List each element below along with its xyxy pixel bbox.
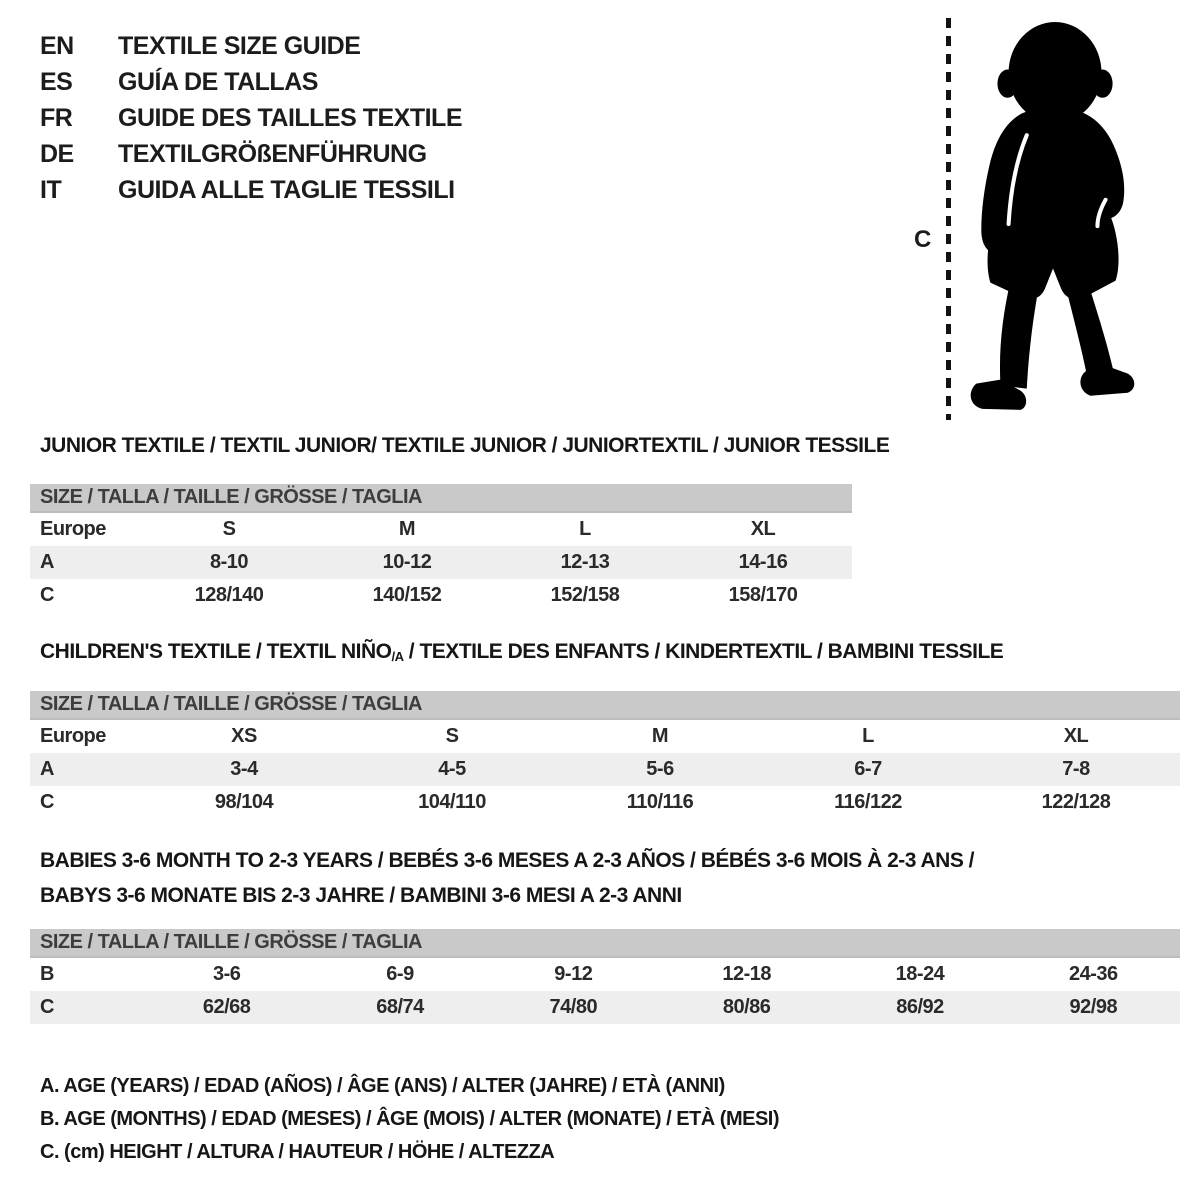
babies-size-table (30, 929, 1180, 1024)
table-cell: XL (1063, 725, 1089, 747)
table-cell: 110/116 (626, 791, 694, 813)
legend-line-c: C. (cm) HEIGHT / ALTURA / HAUTEUR / HÖHE / ALTEZZA (40, 1141, 555, 1163)
table-cell: 6-9 (386, 963, 414, 985)
row-label: A (40, 758, 54, 780)
babies-title-line2: BABYS 3-6 MONATE BIS 2-3 JAHRE / BAMBINI 3-6 MESI A 2-3 ANNI (40, 884, 682, 907)
table-cell: 116/122 (834, 791, 902, 813)
table-cell: 12-13 (560, 551, 610, 573)
table-cell: 86/92 (896, 996, 944, 1018)
lang-row-de (40, 136, 462, 172)
table-cell: 122/128 (1041, 791, 1111, 813)
table-row (30, 513, 852, 546)
table-cell: 80/86 (722, 996, 771, 1018)
children-table-header: SIZE / TALLA / TAILLE / GRÖSSE / TAGLIA (30, 691, 1180, 720)
measure-legend (40, 1070, 779, 1169)
junior-section-title: JUNIOR TEXTILE / TEXTIL JUNIOR/ TEXTILE JUNIOR / JUNIORTEXTIL / JUNIOR TESSILE (40, 434, 890, 457)
row-label: C (40, 584, 54, 606)
row-label: Europe (40, 725, 106, 747)
table-cell: 24-36 (1068, 963, 1118, 985)
table-cell: 9-12 (554, 963, 593, 985)
row-label: A (40, 551, 54, 573)
table-cell: 68/74 (376, 996, 424, 1018)
table-cell: 62/68 (202, 996, 251, 1018)
table-cell: L (579, 518, 591, 540)
table-row (30, 991, 1180, 1024)
lang-title: GUIDA ALLE TAGLIE TESSILI (118, 175, 455, 204)
children-title-suffix: / TEXTILE DES ENFANTS / KINDERTEXTIL / BAMBINI TESSILE (403, 640, 1004, 663)
lang-row-fr (40, 100, 462, 136)
table-cell: 7-8 (1062, 758, 1090, 780)
table-row (30, 786, 1180, 819)
height-measure-figure (900, 14, 1190, 426)
children-section-title (40, 640, 1003, 664)
table-cell: 128/140 (194, 584, 264, 606)
lang-row-en (40, 28, 462, 64)
height-dashed-line (946, 18, 951, 420)
table-cell: XS (231, 725, 257, 747)
table-cell: 152/158 (550, 584, 620, 606)
lang-code: IT (40, 175, 62, 204)
table-cell: 5-6 (646, 758, 674, 780)
table-cell: 10-12 (382, 551, 432, 573)
children-size-table (30, 691, 1180, 819)
lang-row-it (40, 172, 462, 208)
row-label: B (40, 963, 54, 985)
lang-title: TEXTILGRÖßENFÜHRUNG (118, 139, 427, 168)
table-row (30, 753, 1180, 786)
table-cell: 8-10 (209, 551, 249, 573)
table-cell: 12-18 (722, 963, 771, 985)
toddler-silhouette-icon (962, 16, 1142, 422)
row-label: Europe (40, 518, 106, 540)
table-cell: 104/110 (418, 791, 486, 813)
table-cell: 3-6 (212, 963, 241, 985)
row-label: C (40, 996, 54, 1018)
row-label: C (40, 791, 54, 813)
lang-code: EN (40, 31, 74, 60)
table-cell: 6-7 (854, 758, 882, 780)
table-cell: M (398, 518, 416, 540)
language-header (40, 28, 462, 208)
children-title-sub: /A (391, 649, 404, 664)
table-cell: 74/80 (549, 996, 598, 1018)
junior-size-table (30, 484, 852, 612)
table-cell: L (862, 725, 874, 747)
table-cell: 4-5 (438, 758, 466, 780)
table-cell: 92/98 (1069, 996, 1118, 1018)
table-cell: M (651, 725, 669, 747)
table-cell: 158/170 (728, 584, 798, 606)
babies-title-line1: BABIES 3-6 MONTH TO 2-3 YEARS / BEBÉS 3-6 MESES A 2-3 AÑOS / BÉBÉS 3-6 MOIS À 2-3 ANS / (40, 849, 975, 872)
lang-row-es (40, 64, 462, 100)
children-title-prefix: CHILDREN'S TEXTILE / TEXTIL NIÑO (40, 640, 392, 663)
legend-line-a: A. AGE (YEARS) / EDAD (AÑOS) / ÂGE (ANS) / ALTER (JAHRE) / ETÀ (ANNI) (40, 1075, 725, 1097)
table-cell: 140/152 (372, 584, 442, 606)
measure-c-label: C (914, 226, 932, 253)
lang-code: DE (40, 139, 74, 168)
table-row (30, 579, 852, 612)
table-cell: XL (750, 518, 776, 540)
junior-table-header: SIZE / TALLA / TAILLE / GRÖSSE / TAGLIA (30, 484, 852, 513)
babies-table-header: SIZE / TALLA / TAILLE / GRÖSSE / TAGLIA (30, 929, 1180, 958)
table-cell: 3-4 (230, 758, 258, 780)
table-row (30, 720, 1180, 753)
table-row (30, 546, 852, 579)
legend-line-b: B. AGE (MONTHS) / EDAD (MESES) / ÂGE (MOIS) / ALTER (MONATE) / ETÀ (MESI) (40, 1108, 780, 1130)
table-cell: S (222, 518, 236, 540)
table-cell: 18-24 (895, 963, 945, 985)
lang-title: TEXTILE SIZE GUIDE (118, 31, 361, 60)
table-row (30, 958, 1180, 991)
lang-code: FR (40, 103, 73, 132)
lang-code: ES (40, 67, 73, 96)
table-cell: 14-16 (738, 551, 788, 573)
lang-title: GUÍA DE TALLAS (118, 67, 318, 96)
lang-title: GUIDE DES TAILLES TEXTILE (118, 103, 463, 132)
table-cell: S (445, 725, 459, 747)
babies-section-title (40, 843, 974, 913)
table-cell: 98/104 (214, 791, 274, 813)
